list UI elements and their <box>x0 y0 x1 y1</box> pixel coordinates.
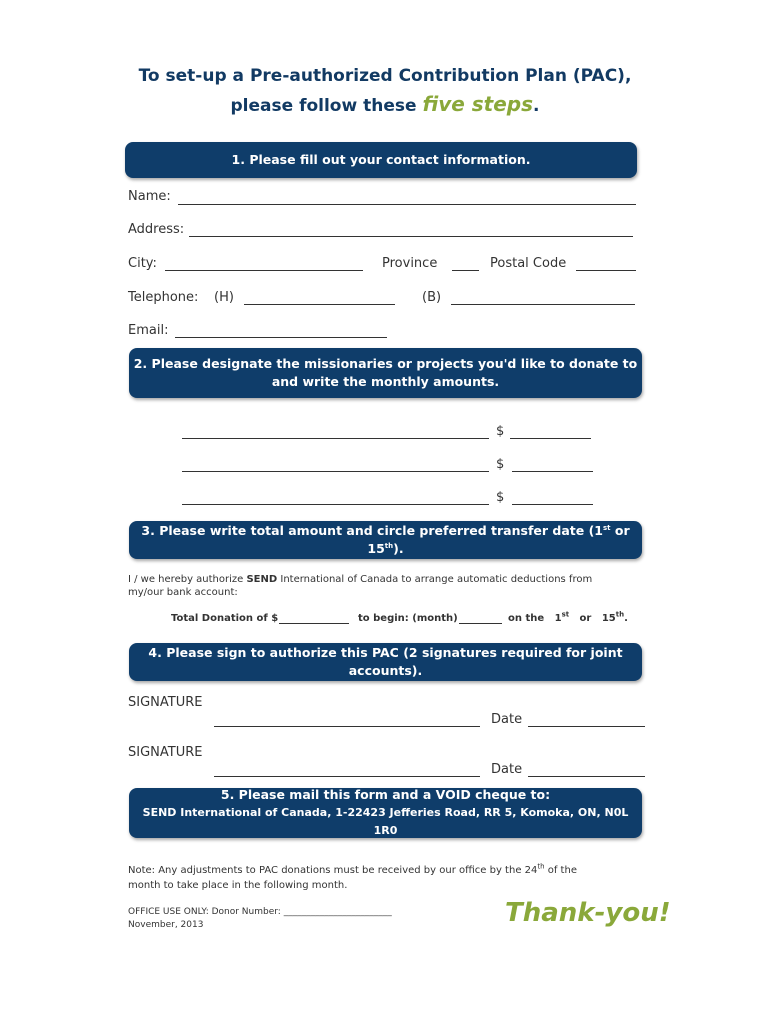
step-3-sup-1: st <box>602 523 611 532</box>
date-period: . <box>624 613 628 624</box>
title-line-2: please follow these <box>230 96 417 116</box>
mailing-address: SEND International of Canada, 1-22423 Jefferies Road, RR 5, Komoka, ON, N0L 1R0 <box>142 806 629 837</box>
step-4-text: 4. Please sign to authorize this PAC (2 signatures required for joint accounts). <box>148 645 623 678</box>
date-2-number: 15 <box>601 613 616 624</box>
step-1-banner <box>125 142 637 178</box>
email-label: Email: <box>128 323 169 338</box>
donor-number-field[interactable]: ________________________ <box>283 907 392 917</box>
telephone-label: Telephone: <box>128 290 199 305</box>
thank-you-text: Thank-you! <box>505 898 671 928</box>
step-3-text <box>129 522 642 558</box>
signature-field-1[interactable] <box>214 726 480 727</box>
step-5-text-line-1: 5. Please mail this form and a VOID cheque to: <box>220 787 551 802</box>
begin-month-label: to begin: (month) <box>358 613 458 624</box>
adjustment-note <box>128 863 628 893</box>
step-3-text-prefix: 3. Please write total amount and circle preferred transfer date (1 <box>141 523 603 538</box>
step-3-banner <box>129 521 642 559</box>
or-label: or <box>579 613 592 624</box>
province-field[interactable] <box>452 270 479 271</box>
business-phone-field[interactable] <box>451 304 635 305</box>
step-2-banner <box>129 348 642 398</box>
date-label-2: Date <box>491 762 523 777</box>
note-sup: th <box>537 862 545 871</box>
currency-symbol-2: $ <box>496 457 505 472</box>
home-phone-field[interactable] <box>244 304 395 305</box>
signature-label-1: SIGNATURE <box>128 695 203 710</box>
province-label: Province <box>382 256 438 271</box>
total-donation-field[interactable] <box>279 623 349 624</box>
signature-label-2: SIGNATURE <box>128 745 203 760</box>
title-line-1: To set-up a Pre-authorized Contribution Plan (PAC), <box>138 66 632 86</box>
email-field[interactable] <box>175 337 387 338</box>
transfer-date-options <box>508 612 628 625</box>
name-field[interactable] <box>178 204 636 205</box>
date-1-sup: st <box>561 610 570 619</box>
postal-code-label: Postal Code <box>490 256 567 271</box>
step-4-banner <box>129 643 642 681</box>
step-1-text: 1. Please fill out your contact information. <box>231 152 531 167</box>
note-line-1-suffix: of the <box>544 865 577 876</box>
note-line-1: Note: Any adjustments to PAC donations must be received by our office by the 24 <box>128 865 538 876</box>
auth-line-2: my/our bank account: <box>128 587 238 598</box>
step-3-text-mid: or 15 <box>367 523 630 556</box>
title-period: . <box>533 96 540 116</box>
office-use-label: OFFICE USE ONLY: Donor Number: <box>128 907 281 917</box>
date-label-1: Date <box>491 712 523 727</box>
note-line-2: month to take place in the following month. <box>128 880 348 891</box>
step-5-banner <box>129 788 642 838</box>
total-donation-label: Total Donation of $ <box>171 613 279 624</box>
page-title <box>0 66 770 86</box>
postal-code-field[interactable] <box>576 270 636 271</box>
home-phone-label: (H) <box>214 290 234 305</box>
on-the-label: on the <box>508 613 545 624</box>
date-2-sup: th <box>615 610 625 619</box>
step-3-text-suffix: ). <box>393 541 404 556</box>
date-1-number: 1 <box>554 613 562 624</box>
address-label: Address: <box>128 222 185 237</box>
auth-suffix: International of Canada to arrange automatic deductions from <box>277 574 593 585</box>
city-field[interactable] <box>165 270 363 271</box>
name-label: Name: <box>128 189 171 204</box>
office-use-block <box>128 906 392 932</box>
step-3-sup-2: th <box>384 541 394 550</box>
date-field-2[interactable] <box>528 776 645 777</box>
signature-field-2[interactable] <box>214 776 480 777</box>
currency-symbol-3: $ <box>496 490 505 505</box>
amount-field-3[interactable] <box>512 504 593 505</box>
city-label: City: <box>128 256 157 271</box>
authorization-text <box>128 573 628 599</box>
begin-month-field[interactable] <box>459 623 502 624</box>
business-phone-label: (B) <box>422 290 442 305</box>
date-option-1st[interactable] <box>554 610 570 624</box>
auth-org: SEND <box>246 574 278 585</box>
currency-symbol-1: $ <box>496 424 505 439</box>
amount-field-2[interactable] <box>512 471 593 472</box>
date-option-15th[interactable] <box>601 610 625 624</box>
missionary-field-1[interactable] <box>182 438 489 439</box>
amount-field-1[interactable] <box>510 438 591 439</box>
date-field-1[interactable] <box>528 726 645 727</box>
form-date: November, 2013 <box>128 920 204 930</box>
step-2-text-line-2: and write the monthly amounts. <box>271 374 500 389</box>
address-field[interactable] <box>189 236 633 237</box>
auth-prefix: I / we hereby authorize <box>128 574 247 585</box>
page-subtitle <box>0 92 770 116</box>
missionary-field-2[interactable] <box>182 471 489 472</box>
step-2-text-line-1: 2. Please designate the missionaries or projects you'd like to donate to <box>133 356 638 371</box>
missionary-field-3[interactable] <box>182 504 489 505</box>
five-steps-accent: five steps <box>422 92 534 116</box>
